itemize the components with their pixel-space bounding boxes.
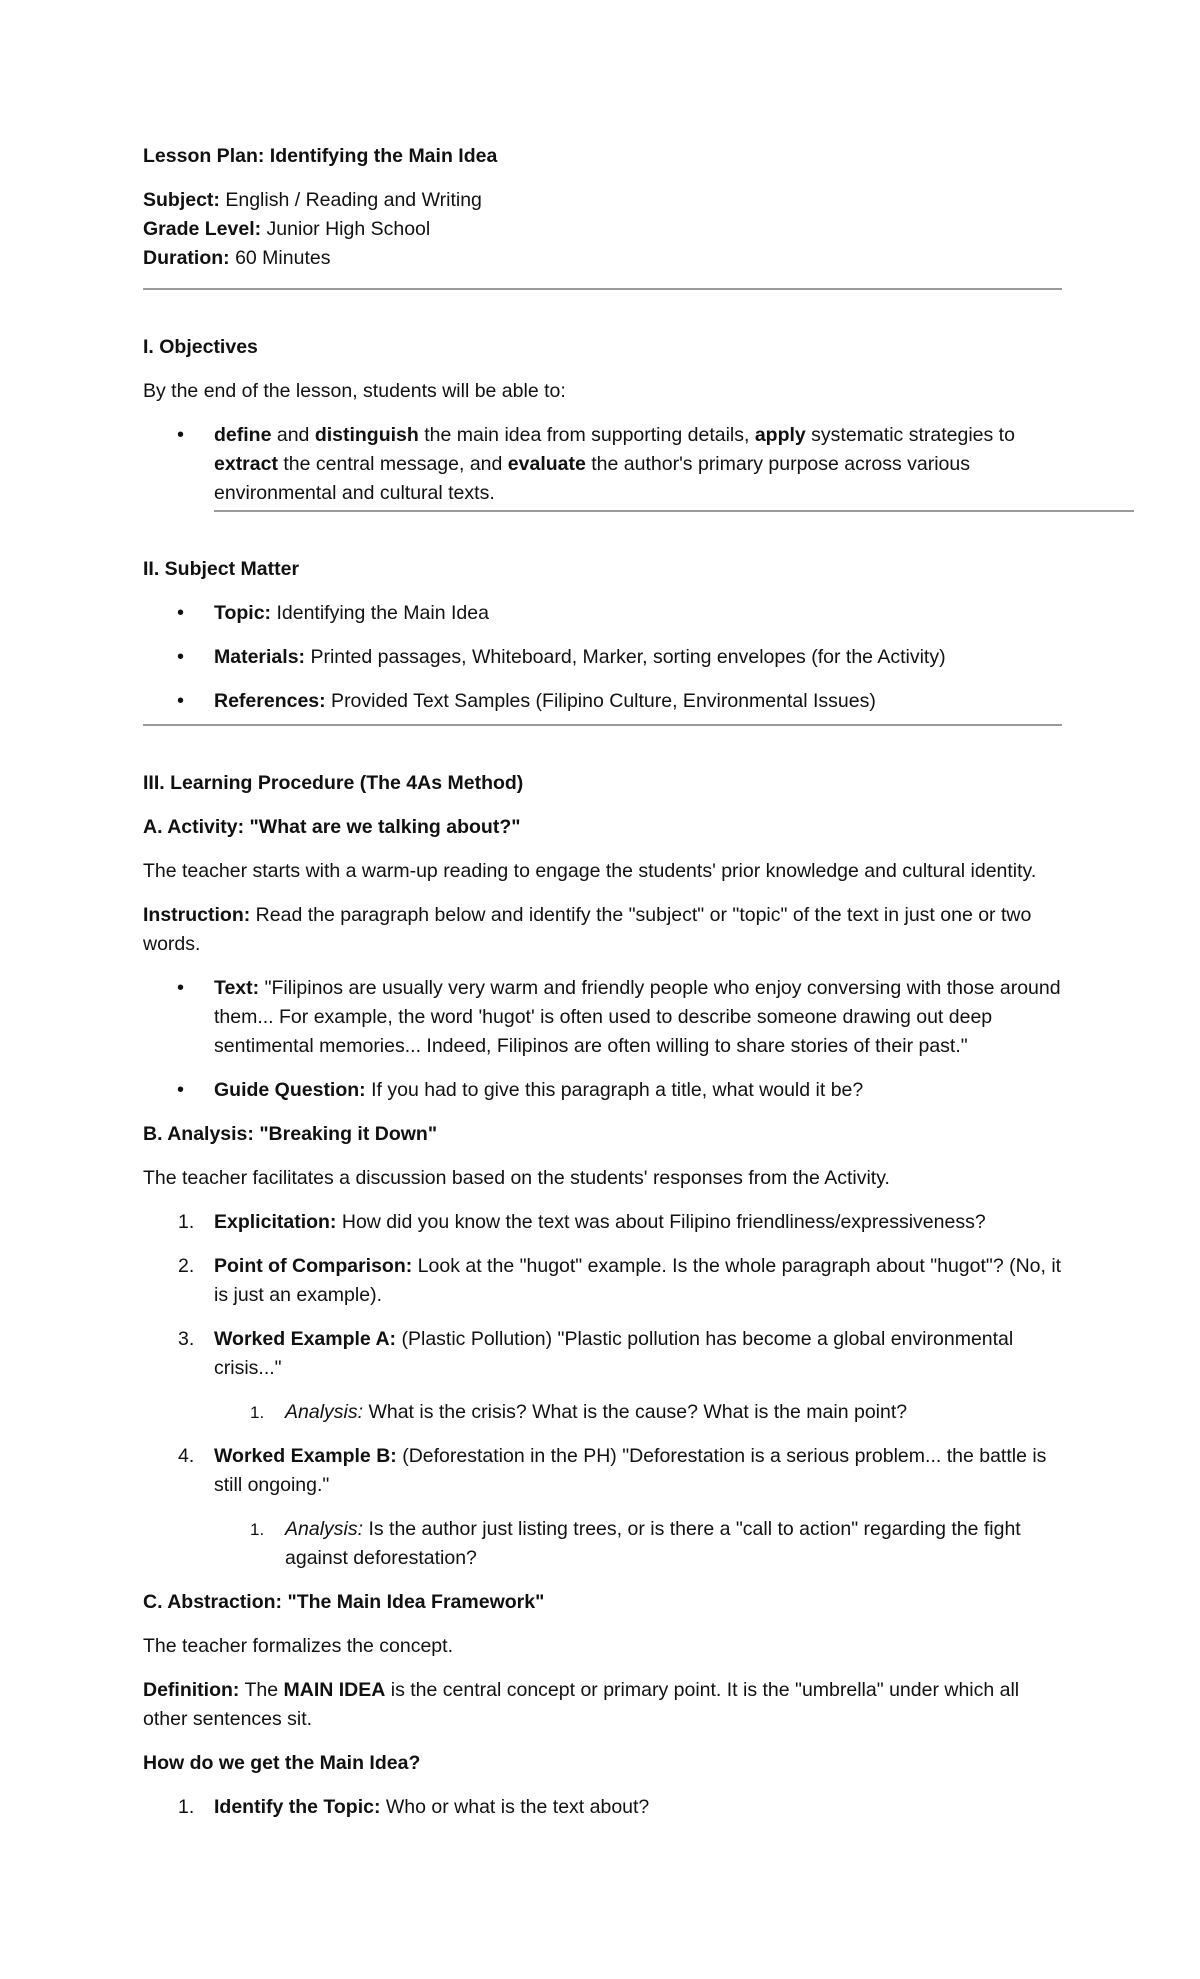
activity-list: [143, 974, 1062, 1105]
item-number: 2.: [178, 1255, 195, 1277]
item-value: Provided Text Samples (Filipino Culture, Environmental Issues): [325, 690, 876, 712]
lesson-meta: [143, 186, 1062, 273]
definition-label: Definition:: [143, 1679, 240, 1701]
item-value: (Deforestation in the PH) "Deforestation is a serious problem... the battle is still ongoing.": [214, 1445, 1047, 1496]
subject-matter-list: [143, 599, 1062, 716]
meta-grade-value: Junior High School: [261, 218, 431, 240]
item-label: Materials:: [214, 646, 306, 668]
meta-subject: [143, 186, 1062, 215]
item-label: Explicitation:: [214, 1211, 337, 1233]
list-item: [143, 1076, 1064, 1105]
sub-list-item: [214, 1515, 1065, 1573]
item-value: How did you know the text was about Filipino friendliness/expressiveness?: [336, 1211, 986, 1233]
item-value: (Plastic Pollution) "Plastic pollution has become a global environmental crisis...": [214, 1328, 1014, 1379]
activity-heading: A. Activity: "What are we talking about?": [143, 816, 521, 838]
sub-item-label: Analysis:: [285, 1401, 364, 1423]
sub-item-value: Is the author just listing trees, or is there a "call to action" regarding the fight against deforestation?: [285, 1518, 1021, 1569]
meta-grade: [143, 215, 1062, 244]
item-value: Who or what is the text about?: [380, 1796, 650, 1818]
definition-term: MAIN IDEA: [283, 1679, 386, 1701]
list-item: [143, 1442, 1064, 1573]
list-item: [143, 1208, 1064, 1237]
subject-matter-heading: II. Subject Matter: [143, 558, 300, 580]
abstraction-heading: C. Abstraction: "The Main Idea Framework": [143, 1591, 545, 1613]
item-label: Text:: [214, 977, 260, 999]
item-label: Guide Question:: [214, 1079, 366, 1101]
item-label: Identify the Topic:: [214, 1796, 381, 1818]
objectives-intro: By the end of the lesson, students will be able to:: [143, 380, 566, 402]
list-item: [143, 1325, 1064, 1427]
item-value: "Filipinos are usually very warm and friendly people who enjoy conversing with those around them... For example, the word 'hugot' is often used to describe someone drawing out deep sentimental memories... Indeed, Filipinos are often willing to share stories of their past.": [214, 977, 1061, 1057]
sub-item-label: Analysis:: [285, 1518, 364, 1540]
how-heading: How do we get the Main Idea?: [143, 1752, 421, 1774]
list-item: [143, 1793, 1064, 1822]
lesson-title: [143, 142, 1062, 171]
analysis-list: [143, 1208, 1062, 1573]
item-number: 3.: [178, 1328, 195, 1350]
list-item: [143, 599, 1064, 628]
sub-list: [214, 1515, 1064, 1573]
item-label: Topic:: [214, 602, 272, 624]
item-value: Look at the "hugot" example. Is the whole paragraph about "hugot"? (No, it is just an example).: [214, 1255, 1062, 1306]
definition-text: The: [239, 1679, 284, 1701]
objectives-heading: I. Objectives: [143, 336, 258, 358]
analysis-intro: The teacher facilitates a discussion based on the students' responses from the Activity.: [143, 1167, 890, 1189]
objective-verb: evaluate: [507, 453, 586, 475]
sub-item-value: What is the crisis? What is the cause? What is the main point?: [363, 1401, 908, 1423]
meta-grade-label: Grade Level:: [143, 218, 262, 240]
objective-text: and: [271, 424, 315, 446]
list-item: [143, 643, 1064, 672]
steps-list: [143, 1793, 1062, 1822]
analysis-heading: B. Analysis: "Breaking it Down": [143, 1123, 438, 1145]
objective-verb: apply: [754, 424, 806, 446]
item-label: Point of Comparison:: [214, 1255, 413, 1277]
definition: [143, 1676, 1063, 1734]
objective-verb: distinguish: [314, 424, 419, 446]
objective-text: systematic strategies to: [805, 424, 1015, 446]
sub-item-number: 1.: [250, 1520, 265, 1539]
meta-duration-value: 60 Minutes: [229, 247, 331, 269]
lesson-title-text: Lesson Plan: Identifying the Main Idea: [143, 145, 498, 167]
divider: [214, 510, 1134, 512]
activity-instruction: [143, 901, 1063, 959]
list-item: [143, 687, 1064, 716]
item-label: Worked Example A:: [214, 1328, 397, 1350]
item-value: If you had to give this paragraph a title, what would it be?: [365, 1079, 864, 1101]
divider: [143, 724, 1062, 726]
objectives-list: [143, 421, 1062, 508]
list-item: [143, 974, 1064, 1061]
objective-verb: define: [214, 424, 272, 446]
list-item: [143, 1252, 1064, 1310]
item-label: Worked Example B:: [214, 1445, 397, 1467]
objective-text: the main idea from supporting details,: [418, 424, 755, 446]
sub-item-number: 1.: [250, 1403, 265, 1422]
definition-text: is the central concept or primary point. It is the "umbrella" under which all other sentences sit.: [143, 1679, 1020, 1730]
objective-text: the central message, and: [277, 453, 508, 475]
objective-verb: extract: [214, 453, 278, 475]
procedure-heading: III. Learning Procedure (The 4As Method): [143, 772, 524, 794]
meta-subject-label: Subject:: [143, 189, 220, 211]
divider: [143, 288, 1062, 290]
meta-duration: [143, 244, 1062, 273]
meta-subject-value: English / Reading and Writing: [219, 189, 482, 211]
item-value: Identifying the Main Idea: [271, 602, 489, 624]
abstraction-intro: The teacher formalizes the concept.: [143, 1635, 453, 1657]
item-value: Printed passages, Whiteboard, Marker, sorting envelopes (for the Activity): [305, 646, 946, 668]
meta-duration-label: Duration:: [143, 247, 230, 269]
instruction-value: Read the paragraph below and identify the "subject" or "topic" of the text in just one or two words.: [143, 904, 1032, 955]
objective-text: the author's primary purpose across various environmental and cultural texts.: [214, 453, 970, 504]
activity-intro: The teacher starts with a warm-up reading to engage the students' prior knowledge and cultural identity.: [143, 860, 1037, 882]
sub-list: [214, 1398, 1064, 1427]
item-number: 1.: [178, 1211, 195, 1233]
item-number: 1.: [178, 1796, 195, 1818]
sub-list-item: [214, 1398, 1065, 1427]
objective-item: [143, 421, 1034, 508]
item-number: 4.: [178, 1445, 195, 1467]
instruction-label: Instruction:: [143, 904, 251, 926]
item-label: References:: [214, 690, 326, 712]
